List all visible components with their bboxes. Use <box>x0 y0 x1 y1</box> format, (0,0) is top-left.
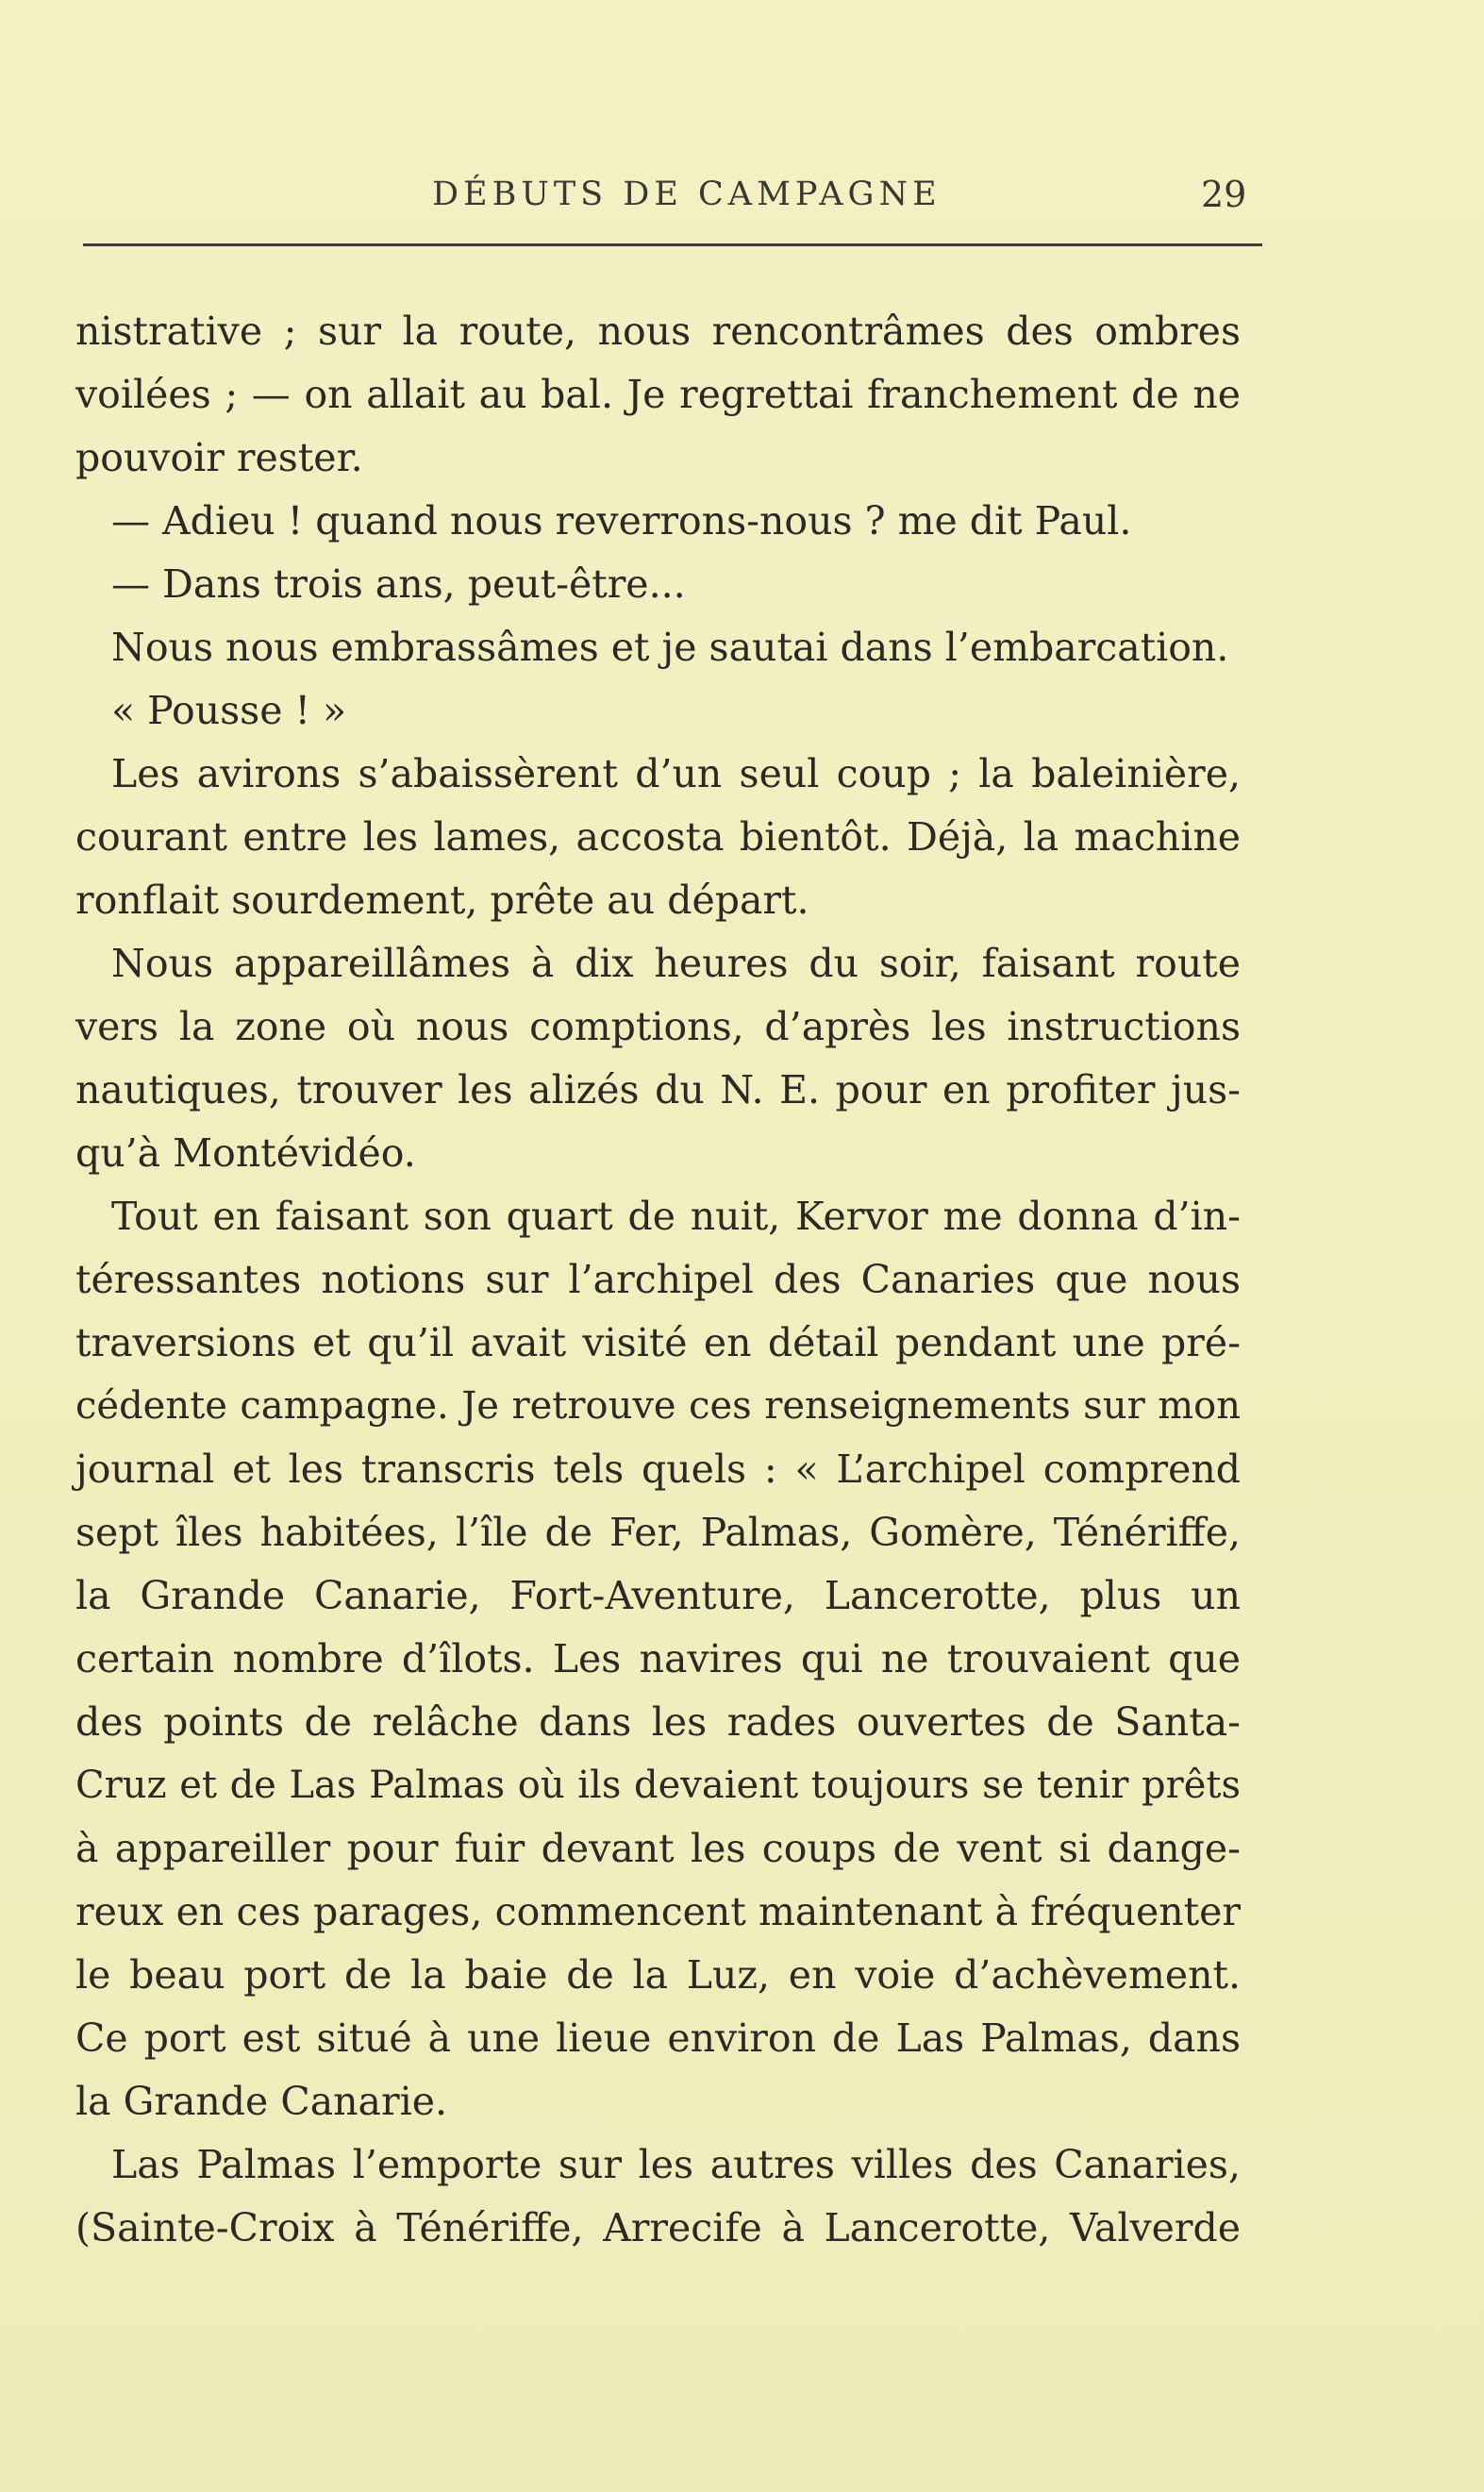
header-rule <box>83 243 1262 246</box>
body-text <box>75 300 1241 2260</box>
running-title: DÉBUTS DE CAMPAGNE <box>432 176 942 213</box>
text-line: Nous appareillâmes à dix heures du soir, faisant route <box>111 941 1241 986</box>
text-line: des points de relâche dans les rades ouvertes de Santa- <box>75 1699 1241 1745</box>
text-line: le beau port de la baie de la Luz, en voie d’achèvement. <box>75 1952 1241 1998</box>
text-line: ronflait sourdement, prête au départ. <box>75 878 809 923</box>
text-line: vers la zone où nous comptions, d’après les instructions <box>75 1004 1241 1049</box>
text-line: traversions et qu’il avait visité en détail pendant une pré- <box>75 1320 1241 1365</box>
text-line: Ce port est situé à une lieue environ de Las Palmas, dans <box>75 2015 1241 2061</box>
text-line: Les avirons s’abaissèrent d’un seul coup ; la baleinière, <box>111 751 1241 796</box>
text-line: qu’à Montévidéo. <box>75 1130 416 1176</box>
text-line: (Sainte-Croix à Ténériffe, Arrecife à Lancerotte, Valverde <box>75 2205 1241 2250</box>
page-number: 29 <box>1201 174 1247 215</box>
text-line: nautiques, trouver les alizés du N. E. pour en profiter jus- <box>75 1067 1241 1112</box>
text-line: certain nombre d’îlots. Les navires qui ne trouvaient que <box>75 1636 1241 1681</box>
text-line: cédente campagne. Je retrouve ces renseignements sur mon <box>75 1384 1241 1428</box>
text-line: voilées ; — on allait au bal. Je regrettai franchement de ne <box>75 372 1241 417</box>
text-line: Tout en faisant son quart de nuit, Kervor me donna d’in- <box>111 1194 1241 1239</box>
text-line: Nous nous embrassâmes et je sautai dans l’embarcation. <box>111 625 1229 670</box>
text-line: Cruz et de Las Palmas où ils devaient toujours se tenir prêts <box>75 1764 1241 1807</box>
text-line: courant entre les lames, accosta bientôt. Déjà, la machine <box>75 814 1241 860</box>
text-line: sept îles habitées, l’île de Fer, Palmas, Gomère, Ténériffe, <box>75 1510 1241 1555</box>
text-line: pouvoir rester. <box>75 435 363 480</box>
running-head <box>75 166 1264 223</box>
text-line: Las Palmas l’emporte sur les autres villes des Canaries, <box>111 2142 1241 2187</box>
text-line: — Dans trois ans, peut-être... <box>111 561 686 607</box>
text-line: la Grande Canarie. <box>75 2079 448 2124</box>
text-line: nistrative ; sur la route, nous rencontrâmes des ombres <box>75 309 1241 354</box>
text-line: — Adieu ! quand nous reverrons-nous ? me dit Paul. <box>111 498 1132 544</box>
text-line: journal et les transcris tels quels : « L’archipel comprend <box>75 1447 1241 1492</box>
text-line: « Pousse ! » <box>111 688 347 733</box>
text-line: à appareiller pour fuir devant les coups de vent si dange- <box>75 1826 1241 1871</box>
text-line: reux en ces parages, commencent maintenant à fréquenter <box>75 1889 1241 1934</box>
text-line: téressantes notions sur l’archipel des Canaries que nous <box>75 1257 1241 1302</box>
text-line: la Grande Canarie, Fort-Aventure, Lancerotte, plus un <box>75 1573 1241 1618</box>
